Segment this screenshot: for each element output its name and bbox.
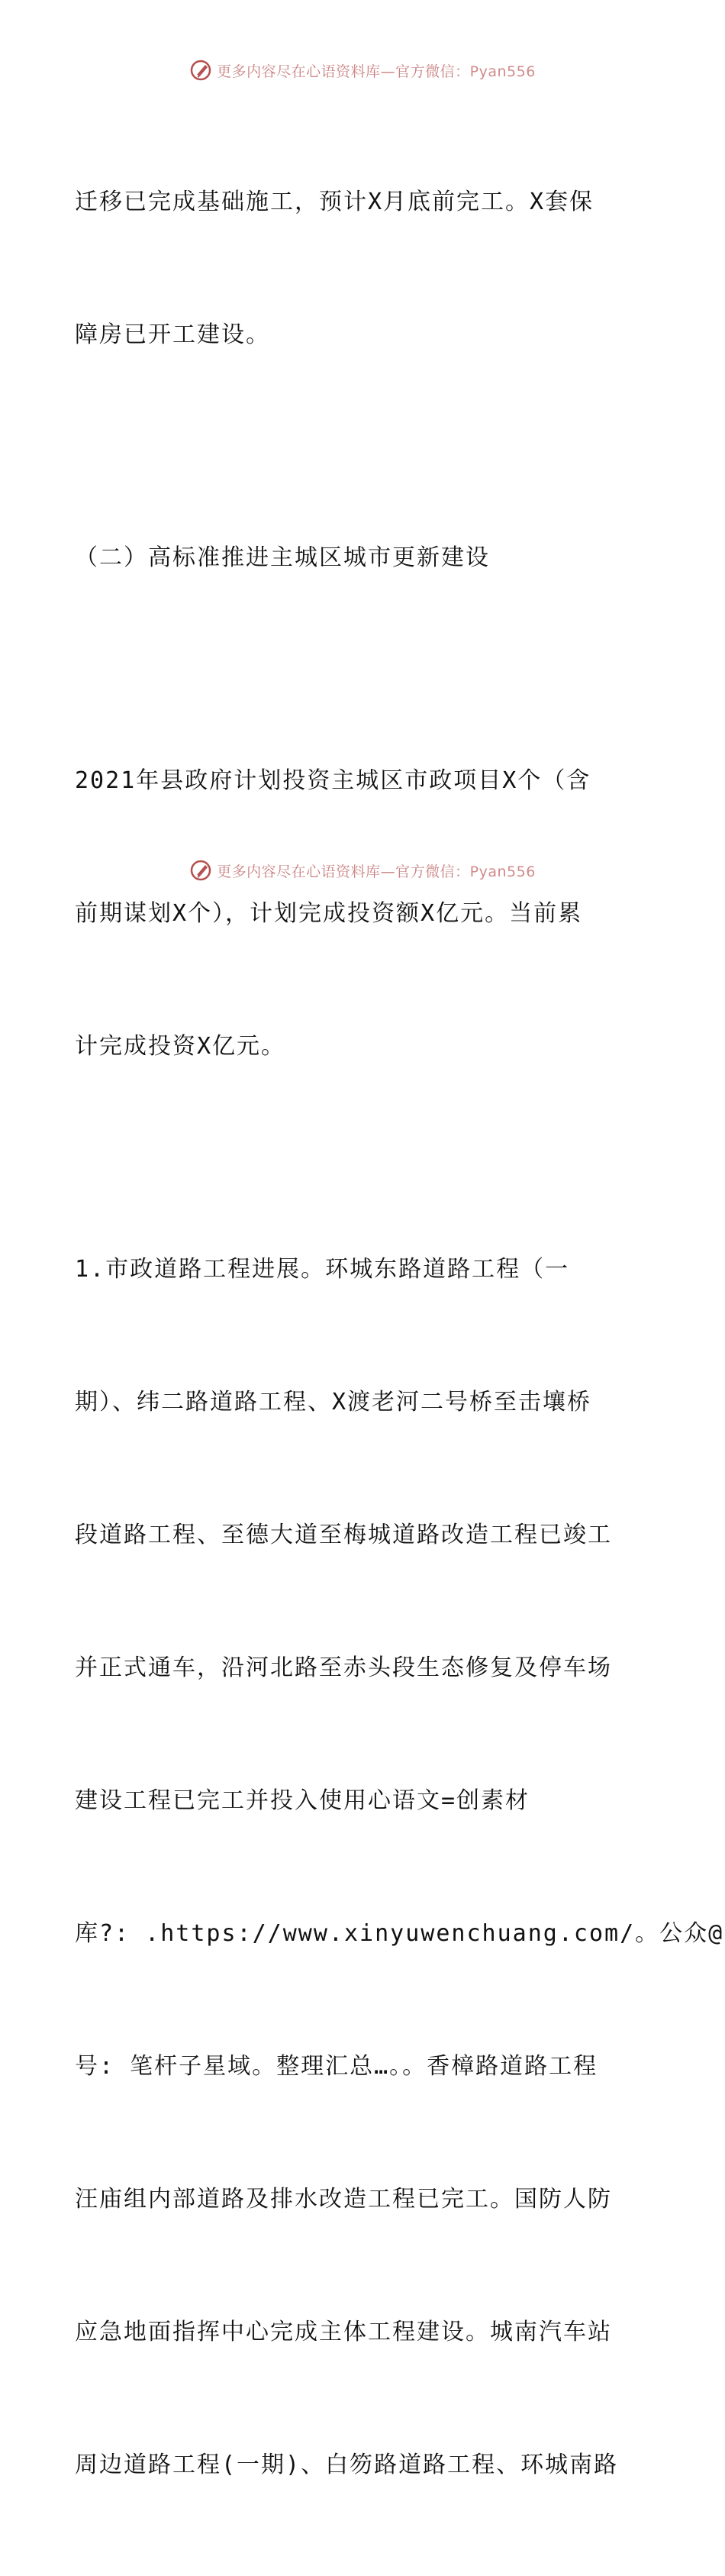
watermark-text: 更多内容尽在心语资料库—官方微信：Pyan556: [217, 63, 536, 80]
watermark-contact: Pyan556: [469, 63, 536, 80]
footer-watermark: [0, 855, 725, 886]
pen-in-circle-logo-icon: [189, 859, 212, 882]
paragraph-3: [75, 670, 655, 1157]
watermark-text: 更多内容尽在心语资料库—官方微信：Pyan556: [217, 863, 536, 880]
text-line: 1.市政道路工程进展。环城东路道路工程（一: [75, 1256, 570, 1283]
text-line: 汪庙组内部道路及排水改造工程已完工。国防人防: [75, 2186, 612, 2213]
text-line: 段道路工程、至德大道至梅城道路改造工程已竣工: [75, 1522, 612, 1548]
paragraph-1: [75, 92, 655, 446]
section-heading: [75, 447, 655, 669]
text-line: 计完成投资X亿元。: [75, 1033, 286, 1060]
text-line: 号: 笔杆子星域。整理汇总…。。香樟路道路工程: [75, 2053, 598, 2080]
paragraph-4: [75, 1159, 724, 2576]
text-line: 期）、纬二路道路工程、X渡老河二号桥至击壤桥: [75, 1389, 592, 1416]
pen-in-circle-logo-icon: [189, 59, 212, 82]
text-line: 2021年县政府计划投资主城区市政项目X个（含: [75, 767, 591, 794]
header-watermark: [0, 55, 725, 86]
text-line: 库?: .https://www.xinyuwenchuang.com/。公众@: [75, 1920, 724, 1947]
text-line: 应急地面指挥中心完成主体工程建设。城南汽车站: [75, 2319, 612, 2345]
text-line: 并正式通车，沿河北路至赤头段生态修复及停车场: [75, 1654, 612, 1681]
text-line: 迁移已完成基础施工，预计X月底前完工。X套保: [75, 189, 594, 215]
text-line: 前期谋划X个），计划完成投资额X亿元。当前累: [75, 900, 583, 927]
text-line: 周边道路工程(一期)、白笏路道路工程、环城南路: [75, 2452, 619, 2478]
text-line: 建设工程已完工并投入使用心语文=创素材: [75, 1787, 530, 1814]
text-line: 障房已开工建设。: [75, 321, 270, 348]
watermark-contact: Pyan556: [469, 863, 536, 880]
text-line: （二）高标准推进主城区城市更新建设: [75, 544, 490, 571]
document-body: [75, 92, 724, 2576]
